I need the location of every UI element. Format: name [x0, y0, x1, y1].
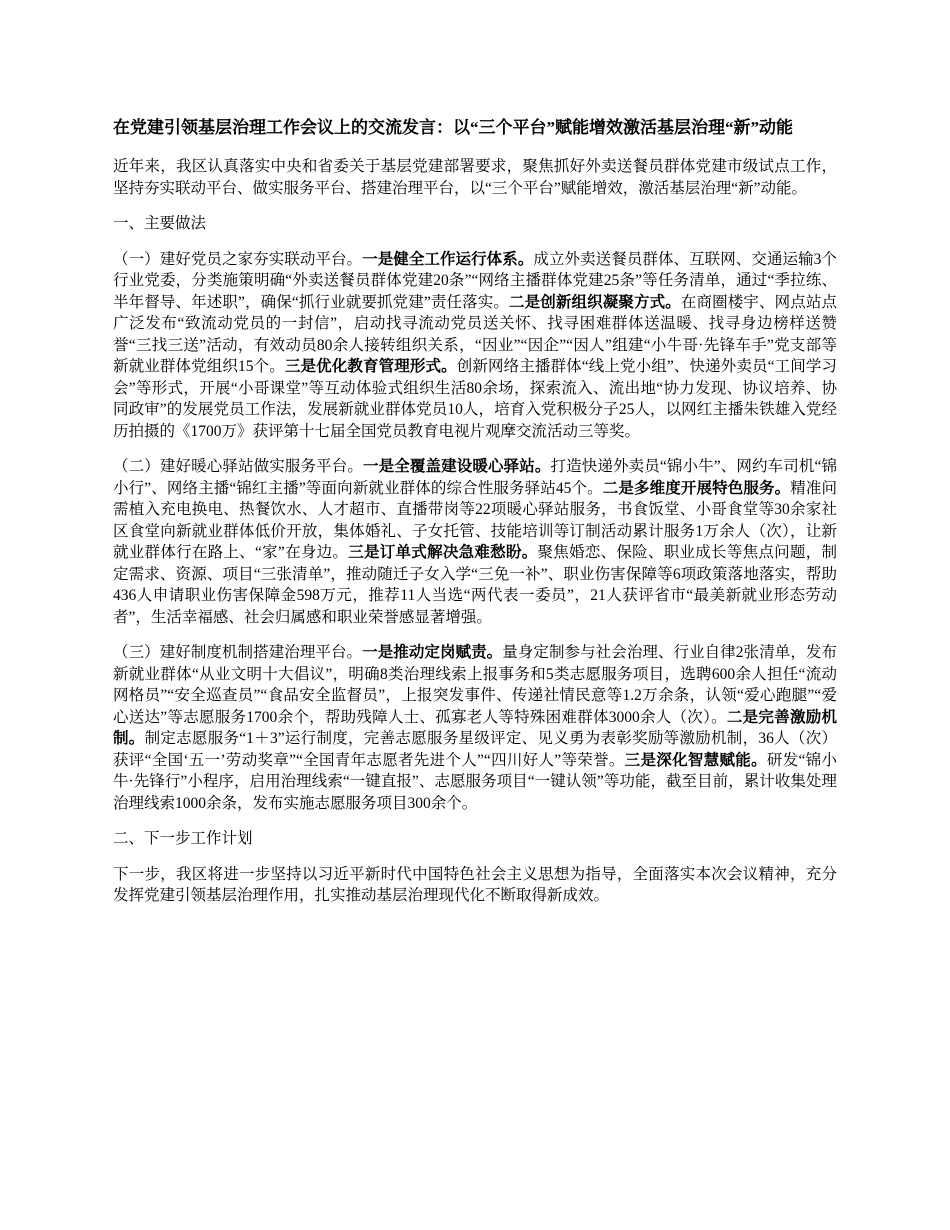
text-run: （二）建好暖心驿站做实服务平台。 [113, 458, 363, 475]
bold-text-run: 一是全覆盖建设暖心驿站。 [363, 458, 551, 475]
text-run: 在商圈楼宇、网点站点广泛发布“致流动党员的一封信”，启动找寻流动党员送关怀、找寻困难群体送温暖、找寻身边榜样送赞誉“三找三送”活动，有效动员80余人接转组织关系，“因业”“因企”“因人”组建“小牛哥·先锋车手”党支部等新就业群体党组织15个。 [113, 293, 837, 375]
text-run: 精准问需植入充电换电、热餐饮水、人才超市、直播带岗等22项暖心驿站服务，书食饭堂、小哥食堂等30余家社区食堂向新就业群体低价开放，集体婚礼、子女托管、技能培训等订制活动累计服务1万余人（次），让新就业群体行在路上、“家”在身边。 [113, 479, 837, 561]
bold-text-run: 一是推动定岗赋责。 [362, 644, 503, 661]
text-run: 研发“锦小牛·先锋行”小程序，启用治理线索“一键直报”、志愿服务项目“一键认领”等功能，截至目前，累计收集处理治理线索1000余条，发布实施志愿服务项目300余个。 [113, 751, 837, 812]
text-run: 制定志愿服务“1＋3”运行制度，完善志愿服务星级评定、见义勇为表彰奖励等激励机制，36人（次）获评“全国‘五一’劳动奖章”“全国青年志愿者先进个人”“四川好人”等荣誉。 [113, 730, 837, 769]
section1-paragraph-3 [113, 642, 837, 814]
bold-text-run: 二是多维度开展特色服务。 [602, 479, 791, 497]
bold-text-run: 三是优化教育管理形式。 [284, 358, 457, 375]
text-run: 成立外卖送餐员群体、互联网、交通运输3个行业党委，分类施策明确“外卖送餐员群体党建20条”“网络主播群体党建25条”等任务清单，通过“季拉练、半年督导、年述职”，确保“抓行业就要抓党建”责任落实。 [113, 250, 837, 311]
text-run: 量身定制参与社会治理、行业自律2张清单，发布新就业群体“从业文明十大倡议”，明确8类治理线索上报事务和5类志愿服务项目，选聘600余人担任“流动网格员”“安全巡查员”“食品安全监督员”，上报突发事件、传递社情民意等1.2万余条，认领“爱心跑腿”“爱心送达”等志愿服务1700余个，帮助残障人士、孤寡老人等特殊困难群体3000余人（次）。 [113, 644, 837, 726]
section1-paragraph-1 [113, 249, 837, 443]
bold-text-run: 二是完善激励机制。 [113, 708, 837, 747]
text-run: （一）建好党员之家夯实联动平台。 [113, 250, 363, 268]
document-title: 在党建引领基层治理工作会议上的交流发言：以“三个平台”赋能增效激活基层治理“新”动能 [113, 118, 793, 137]
text-run: 创新网络主播群体“线上党小组”、快递外卖员“工间学习会”等形式，开展“小哥课堂”等互动体验式组织生活80余场，探索流入、流出地“协力发现、协议培养、协同政审”的发展党员工作法，发展新就业群体党员10人，培育入党积极分子25人，以网红主播朱铁雄入党经历拍摄的《1700万》获评第十七届全国党员教育电视片观摩交流活动三等奖。 [113, 358, 837, 440]
bold-text-run: 二是创新组织凝聚方式。 [508, 293, 681, 311]
section1-heading: 一、主要做法 [113, 215, 207, 232]
closing-paragraph: 下一步，我区将进一步坚持以习近平新时代中国特色社会主义思想为指导，全面落实本次会议精神，充分发挥党建引领基层治理作用，扎实推动基层治理现代化不断取得新成效。 [113, 865, 837, 904]
bold-text-run: 一是健全工作运行体系。 [362, 250, 534, 268]
intro-paragraph: 近年来，我区认真落实中央和省委关于基层党建部署要求，聚焦抓好外卖送餐员群体党建市级试点工作，坚持夯实联动平台、做实服务平台、搭建治理平台，以“三个平台”赋能增效，激活基层治理“新”动能。 [113, 158, 837, 197]
bold-text-run: 三是深化智慧赋能。 [624, 751, 767, 769]
text-run: 聚焦婚恋、保险、职业成长等焦点问题，制定需求、资源、项目“三张清单”，推动随迁子女入学“三免一补”、职业伤害保障等6项政策落地落实，帮助436人申请职业伤害保障金598万元，推荐11人当选“两代表一委员”，21人获评省市“最美新就业形态劳动者”，生活幸福感、社会归属感和职业荣誉感显著增强。 [113, 544, 837, 626]
section2-heading: 二、下一步工作计划 [113, 830, 253, 847]
text-run: 打造快递外卖员“锦小牛”、网约车司机“锦小行”、网络主播“锦红主播”等面向新就业群体的综合性服务驿站45个。 [113, 458, 837, 497]
section1-paragraph-2 [113, 456, 837, 628]
bold-text-run: 三是订单式解决急难愁盼。 [348, 544, 538, 561]
text-run: （三）建好制度机制搭建治理平台。 [113, 644, 363, 661]
